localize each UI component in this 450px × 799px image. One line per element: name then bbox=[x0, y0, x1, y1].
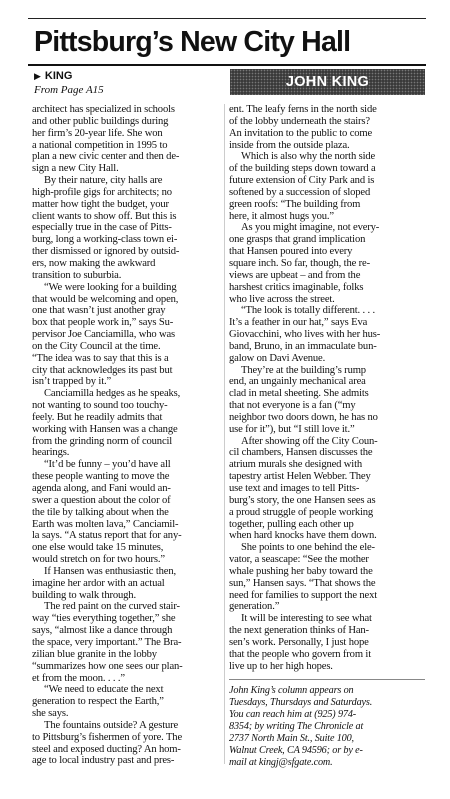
article-line: atrium murals she designed with bbox=[229, 459, 363, 471]
kicker-label: KING bbox=[44, 70, 73, 82]
tagline-line: Tuesdays, Thursdays and Saturdays. bbox=[229, 697, 373, 708]
article-line: age to local industry past and pres- bbox=[32, 755, 175, 767]
article-line: on the City Council at the time. bbox=[32, 340, 161, 352]
headline-rule bbox=[28, 64, 426, 66]
article-line: Giovacchini, who lives with her hus- bbox=[229, 329, 381, 341]
article-line: inside from the outside plaza. bbox=[229, 139, 350, 151]
tagline-line: 8354; by writing The Chronicle at bbox=[229, 721, 364, 732]
article-line: high-profile gigs for architects; no bbox=[32, 186, 172, 198]
article-line: isn’t trapped by it.” bbox=[32, 376, 112, 388]
article-line: that would be welcoming and open, bbox=[32, 293, 179, 305]
article-line: pervisor Joe Canciamilla, who was bbox=[32, 329, 176, 341]
article-line: whale pushing her baby toward the bbox=[229, 565, 373, 577]
article-line: not wanting to sound too touchy- bbox=[32, 400, 168, 412]
article-line: “It’d be funny – you’d have all bbox=[44, 459, 171, 471]
article-line: she says. bbox=[32, 708, 69, 720]
article-line: live up to her high hopes. bbox=[229, 660, 333, 672]
article-line: views are upbeat – and from the bbox=[229, 269, 361, 281]
article-line: generation.” bbox=[229, 601, 280, 613]
article-line: band, Bruno, in an immaculate bun- bbox=[229, 340, 377, 352]
article-line: that Hansen poured into every bbox=[229, 246, 353, 258]
article-line: would stretch on for two hours.” bbox=[32, 554, 165, 566]
article-line: “The idea was to say that this is a bbox=[32, 352, 169, 364]
article-line: Earth was molten lava,” Canciamil- bbox=[32, 518, 179, 530]
article-line: here, it almost hugs you.” bbox=[229, 210, 334, 222]
article-line: a national competition in 1995 to bbox=[32, 139, 168, 151]
article-line: “summarizes how one sees our plan- bbox=[32, 660, 183, 672]
article-line: transition to suburbia. bbox=[32, 269, 122, 281]
article-line: use text and images to tell Pitts- bbox=[229, 483, 360, 494]
article-line: one that wasn’t just another gray bbox=[32, 305, 166, 317]
article-line: The red paint on the curved stair- bbox=[44, 601, 180, 613]
article-line: Canciamilla hedges as he speaks, bbox=[44, 388, 181, 400]
article-line: By their nature, city halls are bbox=[44, 175, 163, 187]
tagline-line: Walnut Creek, CA 94596; or by e- bbox=[229, 745, 363, 756]
article-line: together, pulling each other up bbox=[229, 518, 354, 530]
headline: Pittsburg’s New City Hall bbox=[34, 26, 351, 58]
article-line: to Pittsburg’s fishermen of yore. The bbox=[32, 731, 183, 743]
article-line: the space, very important.” The Bra- bbox=[32, 636, 182, 648]
byline-box bbox=[230, 69, 425, 95]
article-line: matter how tight the budget, your bbox=[32, 198, 169, 210]
article-line: one grasps that grand implication bbox=[229, 234, 366, 246]
article-line: et from the moon. . . .” bbox=[32, 672, 125, 684]
article-line: square inch. So far, though, the re- bbox=[229, 257, 370, 269]
article-line: who live across the street. bbox=[229, 293, 335, 305]
article-line: use for it”), but “I still love it.” bbox=[229, 423, 355, 435]
article-line: sun,” Hansen says. “That shows the bbox=[229, 577, 376, 589]
tagline-line: John King’s column appears on bbox=[229, 685, 354, 696]
right-column bbox=[229, 104, 425, 673]
article-line: building to walk through. bbox=[32, 589, 136, 601]
article-line: The fountains outside? A gesture bbox=[44, 719, 179, 731]
article-line: harshest critics imaginable, folks bbox=[229, 281, 364, 293]
article-line: generation to respect the Earth,” bbox=[32, 696, 164, 708]
section-kicker bbox=[34, 70, 72, 83]
article-line: the tile by talking about when the bbox=[32, 506, 169, 518]
tagline-line: mail at kingj@sfgate.com. bbox=[229, 757, 333, 768]
article-line: ers, now making the awkward bbox=[32, 257, 156, 269]
article-line: the next generation thinks of Han- bbox=[229, 625, 369, 637]
article-line: They’re at the building’s rump bbox=[241, 364, 366, 376]
article-line: clad in metal sheeting. She admits bbox=[229, 388, 369, 400]
article-line: softened by a succession of sloped bbox=[229, 186, 371, 198]
article-line: steel and exposed ducting? An hom- bbox=[32, 743, 181, 755]
article-line: imagine her ardor with an actual bbox=[32, 577, 165, 589]
article-line: “We were looking for a building bbox=[44, 281, 177, 293]
article-line: After showing off the City Coun- bbox=[241, 435, 378, 447]
article-line: galow on Davi Avenue. bbox=[229, 352, 326, 364]
article-line: “We need to educate the next bbox=[44, 684, 164, 696]
article-line: vator, a seascape: “See the mother bbox=[229, 554, 369, 566]
article-line: She points to one behind the ele- bbox=[241, 542, 375, 554]
article-line: these people wanting to move the bbox=[32, 471, 170, 483]
article-line: working with Hansen was a change bbox=[32, 423, 178, 435]
article-line: neighbor two doors down, he has no bbox=[229, 411, 378, 423]
article-line: sign a new City Hall. bbox=[32, 163, 119, 175]
article-line: of the lobby underneath the stairs? bbox=[229, 115, 370, 127]
article-line: “The look is totally different. . . . bbox=[241, 305, 376, 317]
article-line: that not everyone is a fan (“my bbox=[229, 400, 356, 412]
article-line: An invitation to the public to come bbox=[229, 127, 373, 139]
article-line: especially true in the case of Pitts- bbox=[32, 222, 172, 234]
article-line: It’s a feather in our hat,” says Eva bbox=[229, 317, 368, 329]
tagline-line: 2737 North Main St., Suite 100, bbox=[229, 733, 354, 744]
article-line: box that people work in,” says Su- bbox=[32, 317, 174, 329]
article-line: agenda along, and Fani would an- bbox=[32, 483, 171, 494]
top-rule bbox=[28, 18, 426, 19]
article-line: future extension of City Park and is bbox=[229, 175, 375, 187]
article-line: from the grinding norm of council bbox=[32, 435, 173, 447]
article-line: city that acknowledges its past but bbox=[32, 364, 173, 376]
article-line: green roofs: “The building from bbox=[229, 198, 361, 210]
article-line: architect has specialized in schools bbox=[32, 104, 175, 115]
article-line: zilian blue granite in the lobby bbox=[32, 648, 157, 660]
article-line: client wants to show off. But this is bbox=[32, 210, 177, 222]
tagline-rule bbox=[229, 679, 425, 680]
column-divider bbox=[224, 104, 225, 764]
article-line: ent. The leafy ferns in the north side bbox=[229, 104, 377, 115]
article-line: burg, long a working-class town ei- bbox=[32, 234, 178, 246]
article-line: Which is also why the north side bbox=[241, 151, 376, 163]
column-tagline bbox=[229, 685, 427, 769]
article-line: plan a new civic center and then de- bbox=[32, 151, 180, 163]
article-line: If Hansen was enthusiastic then, bbox=[44, 565, 176, 577]
left-column bbox=[32, 104, 228, 767]
article-line: that the people who govern from it bbox=[229, 648, 371, 660]
article-line: a proud struggle of people working bbox=[229, 506, 374, 518]
article-line: ther dismissed or ignored by outsid- bbox=[32, 246, 180, 258]
article-line: when hard knocks have them down. bbox=[229, 530, 377, 542]
article-line: her firm’s 20-year life. She won bbox=[32, 127, 163, 139]
article-line: way “ties everything together,” she bbox=[32, 613, 176, 625]
article-line: la says. “A status report that for any- bbox=[32, 530, 182, 542]
article-line: sen’s work. Personally, I just hope bbox=[229, 636, 369, 648]
article-line: swer a question about the color of bbox=[32, 494, 171, 506]
byline-name: JOHN KING bbox=[285, 74, 370, 90]
article-line: and other public buildings during bbox=[32, 115, 169, 127]
article-line: says, “almost like a dance through bbox=[32, 625, 173, 637]
jump-line: From Page A15 bbox=[34, 84, 104, 96]
article-line: tapestry artist Helen Webber. They bbox=[229, 471, 371, 483]
article-line: cil chambers, Hansen discusses the bbox=[229, 447, 373, 459]
triangle-right-icon: ▶ bbox=[34, 71, 41, 81]
article-line: one else would take 15 minutes, bbox=[32, 542, 164, 554]
tagline-line: You can reach him at (925) 974- bbox=[229, 709, 357, 720]
article-line: It will be interesting to see what bbox=[241, 613, 372, 625]
article-line: As you might imagine, not every- bbox=[241, 222, 380, 234]
article-line: end, an ungainly mechanical area bbox=[229, 376, 366, 388]
article-line: burg’s story, the one Hansen sees as bbox=[229, 494, 376, 506]
article-line: need for families to support the next bbox=[229, 589, 378, 601]
article-line: feely. But he readily admits that bbox=[32, 411, 163, 423]
article-line: hearings. bbox=[32, 447, 70, 459]
article-line: of the building steps down toward a bbox=[229, 163, 376, 175]
